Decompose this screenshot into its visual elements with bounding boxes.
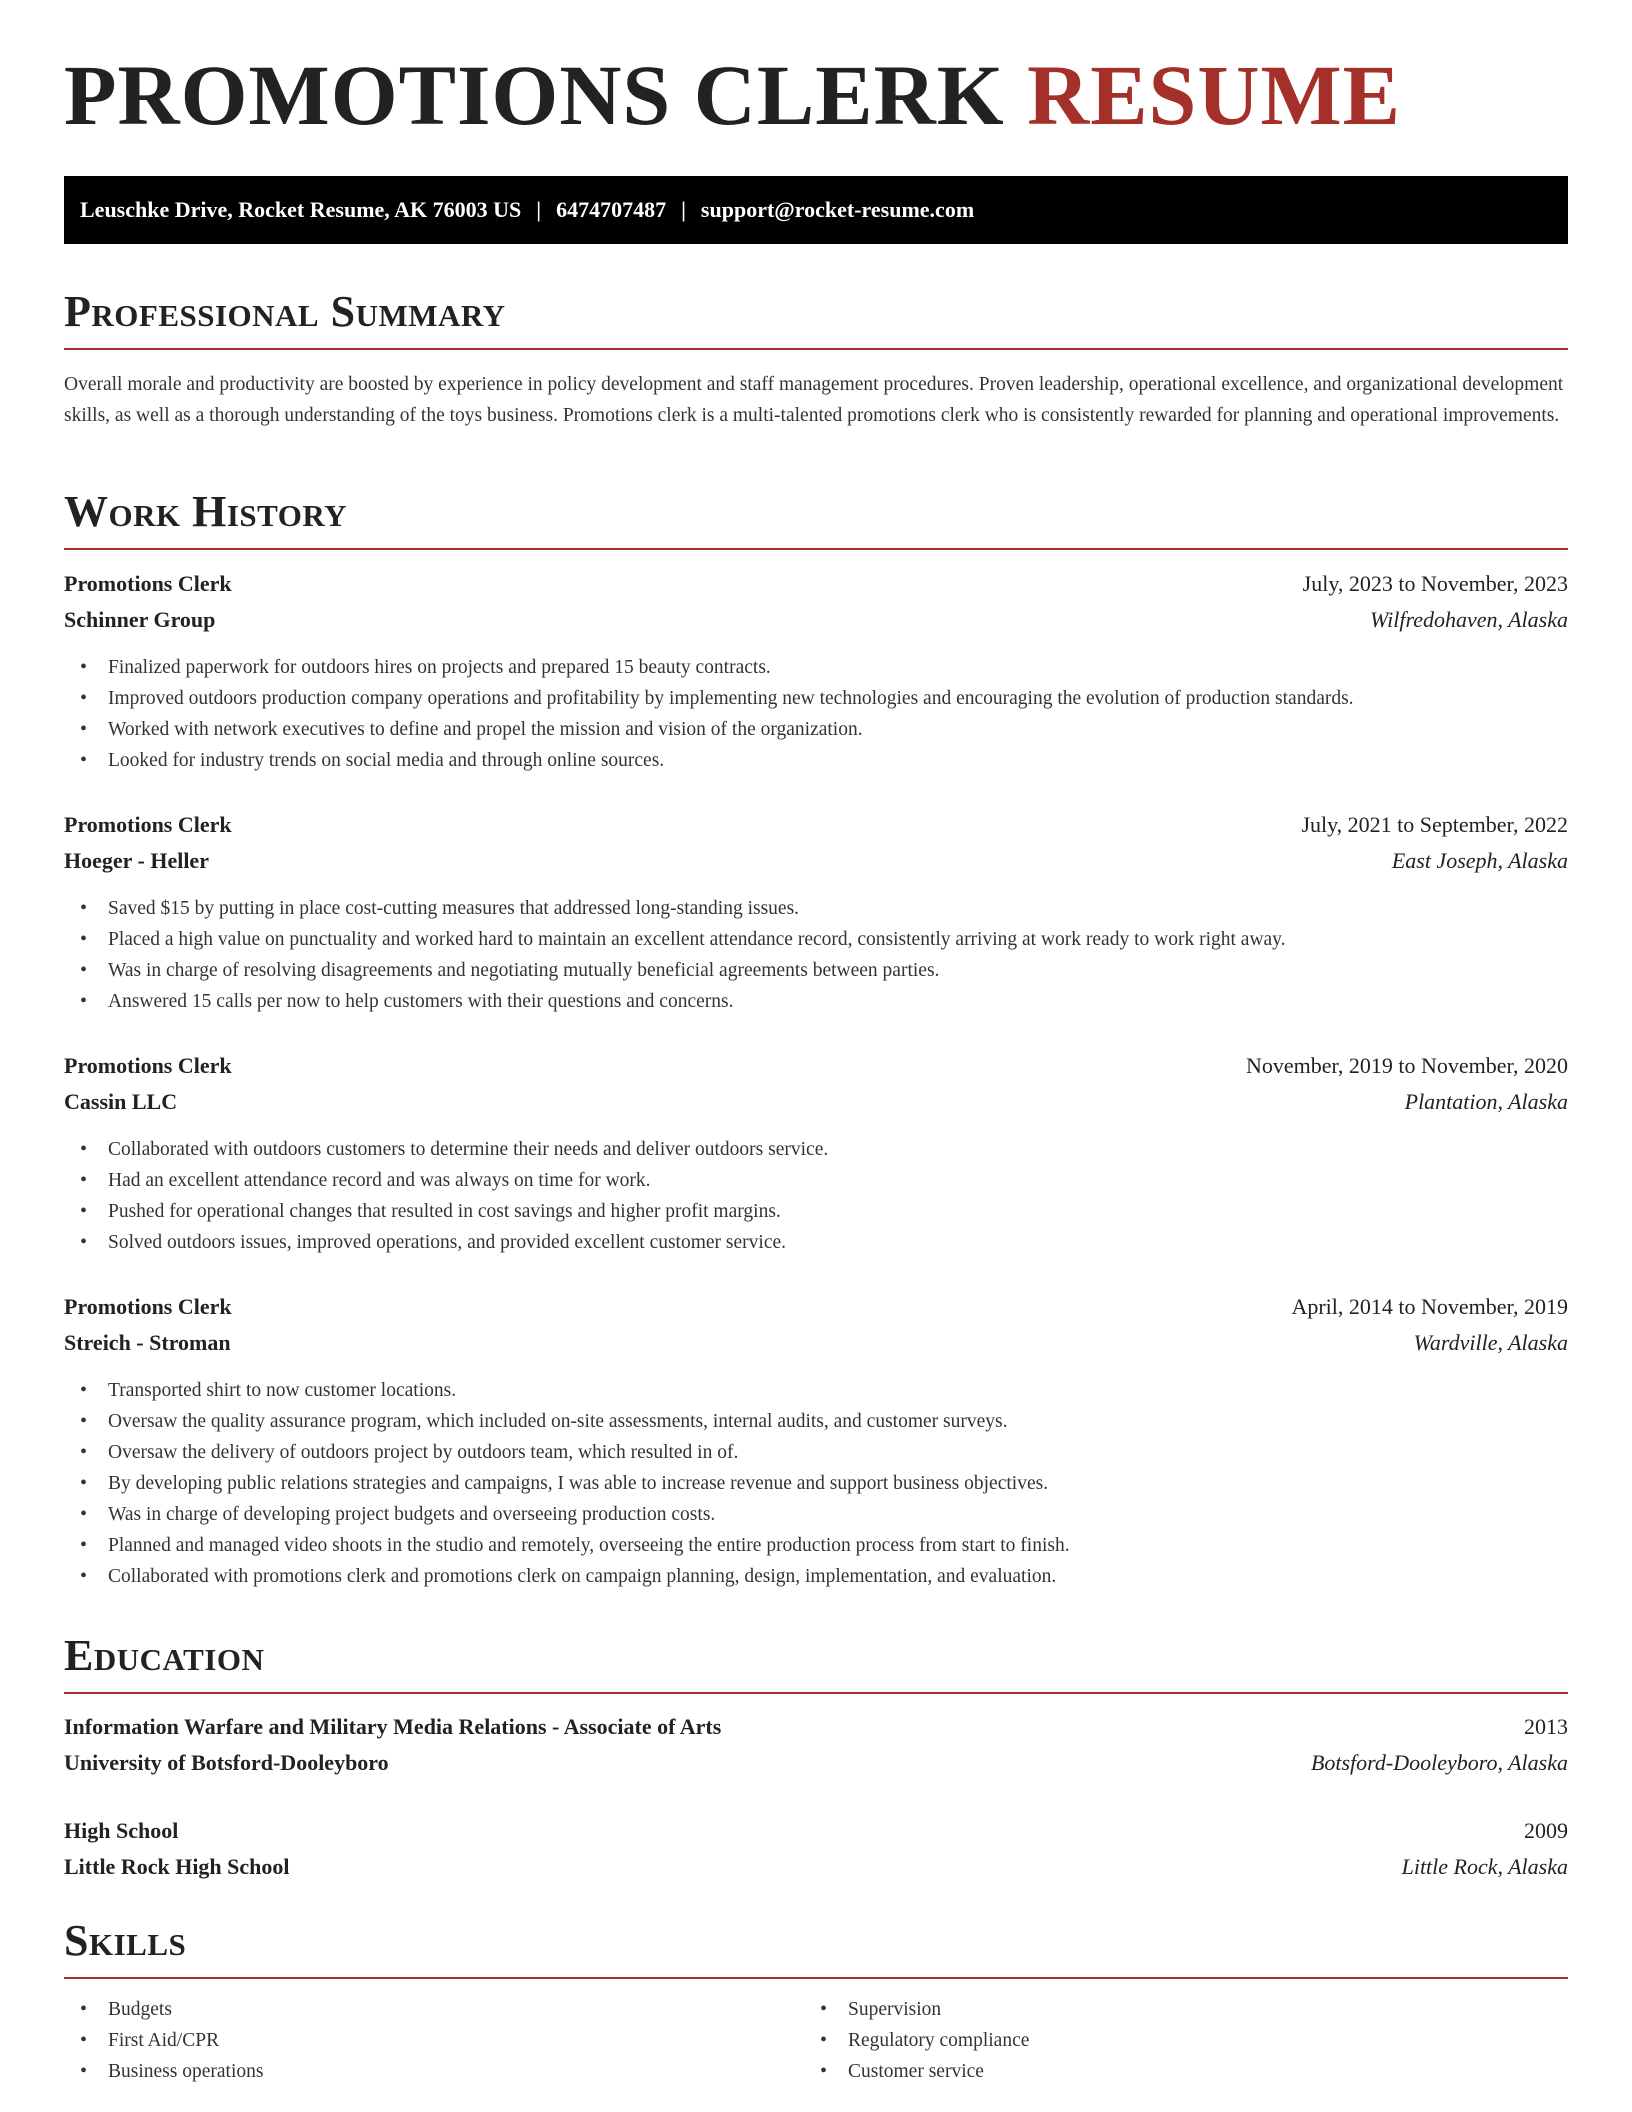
job-dates: April, 2014 to November, 2019: [1291, 1294, 1568, 1319]
skills-list-right: [804, 1994, 1504, 2087]
list-item: • Collaborated with outdoors customers to determine their needs and deliver outdoors service.: [64, 1134, 1568, 1165]
education-year: 2013: [1524, 1714, 1568, 1739]
job-location: Wardville, Alaska: [1413, 1330, 1568, 1355]
contact-separator: |: [536, 197, 542, 222]
skill-item: • Customer service: [804, 2056, 1504, 2087]
list-item: • Worked with network executives to define and propel the mission and vision of the organization.: [64, 714, 1568, 745]
job-title: Promotions Clerk: [64, 812, 232, 837]
list-item: • Transported shirt to now customer locations.: [64, 1375, 1568, 1406]
resume-title: [64, 47, 1402, 143]
list-item: • By developing public relations strategies and campaigns, I was able to increase revenue and support business objectives.: [64, 1468, 1568, 1499]
education-school: Little Rock High School: [64, 1854, 290, 1879]
section-divider: [64, 548, 1568, 550]
contact-phone: 6474707487: [556, 197, 667, 222]
list-item: • Placed a high value on punctuality and worked hard to maintain an excellent attendance record, consistently arriving at work ready to work right away.: [64, 924, 1568, 955]
job-title: Promotions Clerk: [64, 571, 232, 596]
skill-item: • First Aid/CPR: [64, 2025, 764, 2056]
job-subheader: [64, 1326, 1568, 1360]
section-divider: [64, 1977, 1568, 1979]
job-dates: July, 2023 to November, 2023: [1302, 571, 1568, 596]
job-subheader: [64, 1085, 1568, 1119]
section-divider: [64, 348, 1568, 350]
job-title: Promotions Clerk: [64, 1294, 232, 1319]
job-subheader: [64, 603, 1568, 637]
education-year: 2009: [1524, 1818, 1568, 1843]
job-header: [64, 808, 1568, 842]
job-duties-list: [64, 1134, 1568, 1258]
education-degree: Information Warfare and Military Media Relations - Associate of Arts: [64, 1714, 722, 1739]
list-item: • Planned and managed video shoots in the studio and remotely, overseeing the entire production process from start to finish.: [64, 1530, 1568, 1561]
work-history-heading: Work History: [64, 487, 348, 536]
title-main: PROMOTIONS CLERK: [64, 47, 1005, 143]
contact-bar: [64, 176, 1568, 244]
job-location: Plantation, Alaska: [1404, 1089, 1568, 1114]
list-item: • Pushed for operational changes that resulted in cost savings and higher profit margins.: [64, 1196, 1568, 1227]
job-duties-list: [64, 1375, 1568, 1592]
education-location: Botsford-Dooleyboro, Alaska: [1310, 1750, 1568, 1775]
job-header: [64, 1049, 1568, 1083]
job-header: [64, 567, 1568, 601]
job-company: Cassin LLC: [64, 1089, 178, 1114]
job-title: Promotions Clerk: [64, 1053, 232, 1078]
job-company: Streich - Stroman: [64, 1330, 231, 1355]
section-divider: [64, 1692, 1568, 1694]
skill-item: • Budgets: [64, 1994, 764, 2025]
job-dates: July, 2021 to September, 2022: [1301, 812, 1568, 837]
education-header: [64, 1814, 1568, 1848]
job-location: East Joseph, Alaska: [1391, 848, 1568, 873]
job-company: Hoeger - Heller: [64, 848, 209, 873]
skills-heading: Skills: [64, 1916, 187, 1965]
list-item: • Oversaw the quality assurance program, which included on-site assessments, internal audits, and customer surveys.: [64, 1406, 1568, 1437]
list-item: • Answered 15 calls per now to help customers with their questions and concerns.: [64, 986, 1568, 1017]
job-duties-list: [64, 893, 1568, 1017]
list-item: • Solved outdoors issues, improved operations, and provided excellent customer service.: [64, 1227, 1568, 1258]
skill-item: • Regulatory compliance: [804, 2025, 1504, 2056]
list-item: • Improved outdoors production company operations and profitability by implementing new technologies and encouraging the evolution of production standards.: [64, 683, 1568, 714]
list-item: • Was in charge of resolving disagreements and negotiating mutually beneficial agreements between parties.: [64, 955, 1568, 986]
education-subheader: [64, 1746, 1568, 1780]
skill-item: • Supervision: [804, 1994, 1504, 2025]
job-company: Schinner Group: [64, 607, 216, 632]
job-header: [64, 1290, 1568, 1324]
education-location: Little Rock, Alaska: [1401, 1854, 1568, 1879]
education-school: University of Botsford-Dooleyboro: [64, 1750, 389, 1775]
education-degree: High School: [64, 1818, 179, 1843]
list-item: • Looked for industry trends on social media and through online sources.: [64, 745, 1568, 776]
contact-separator: |: [681, 197, 686, 222]
job-duties-list: [64, 652, 1568, 776]
summary-heading: Professional Summary: [64, 287, 506, 336]
job-subheader: [64, 844, 1568, 878]
list-item: • Oversaw the delivery of outdoors project by outdoors team, which resulted in of.: [64, 1437, 1568, 1468]
list-item: • Had an excellent attendance record and was always on time for work.: [64, 1165, 1568, 1196]
job-location: Wilfredohaven, Alaska: [1370, 607, 1568, 632]
education-header: [64, 1710, 1568, 1744]
list-item: • Was in charge of developing project budgets and overseeing production costs.: [64, 1499, 1568, 1530]
list-item: • Finalized paperwork for outdoors hires on projects and prepared 15 beauty contracts.: [64, 652, 1568, 683]
skills-list-left: [64, 1994, 764, 2087]
list-item: • Saved $15 by putting in place cost-cutting measures that addressed long-standing issues.: [64, 893, 1568, 924]
list-item: • Collaborated with promotions clerk and promotions clerk on campaign planning, design, implementation, and evaluation.: [64, 1561, 1568, 1592]
job-dates: November, 2019 to November, 2020: [1245, 1053, 1568, 1078]
education-subheader: [64, 1850, 1568, 1884]
contact-email: support@rocket-resume.com: [700, 197, 975, 222]
title-accent: RESUME: [1027, 47, 1402, 143]
skill-item: • Business operations: [64, 2056, 764, 2087]
summary-text: Overall morale and productivity are boosted by experience in policy development and staff management procedures. Proven leadership, operational excellence, and organizational development skills, as well as a thorough understanding of the toys business. Promotions clerk is a multi-talented promotions clerk who is consistently rewarded for planning and operational improvements.: [64, 374, 1564, 426]
education-heading: Education: [64, 1631, 265, 1680]
contact-address: Leuschke Drive, Rocket Resume, AK 76003 US: [80, 197, 522, 222]
